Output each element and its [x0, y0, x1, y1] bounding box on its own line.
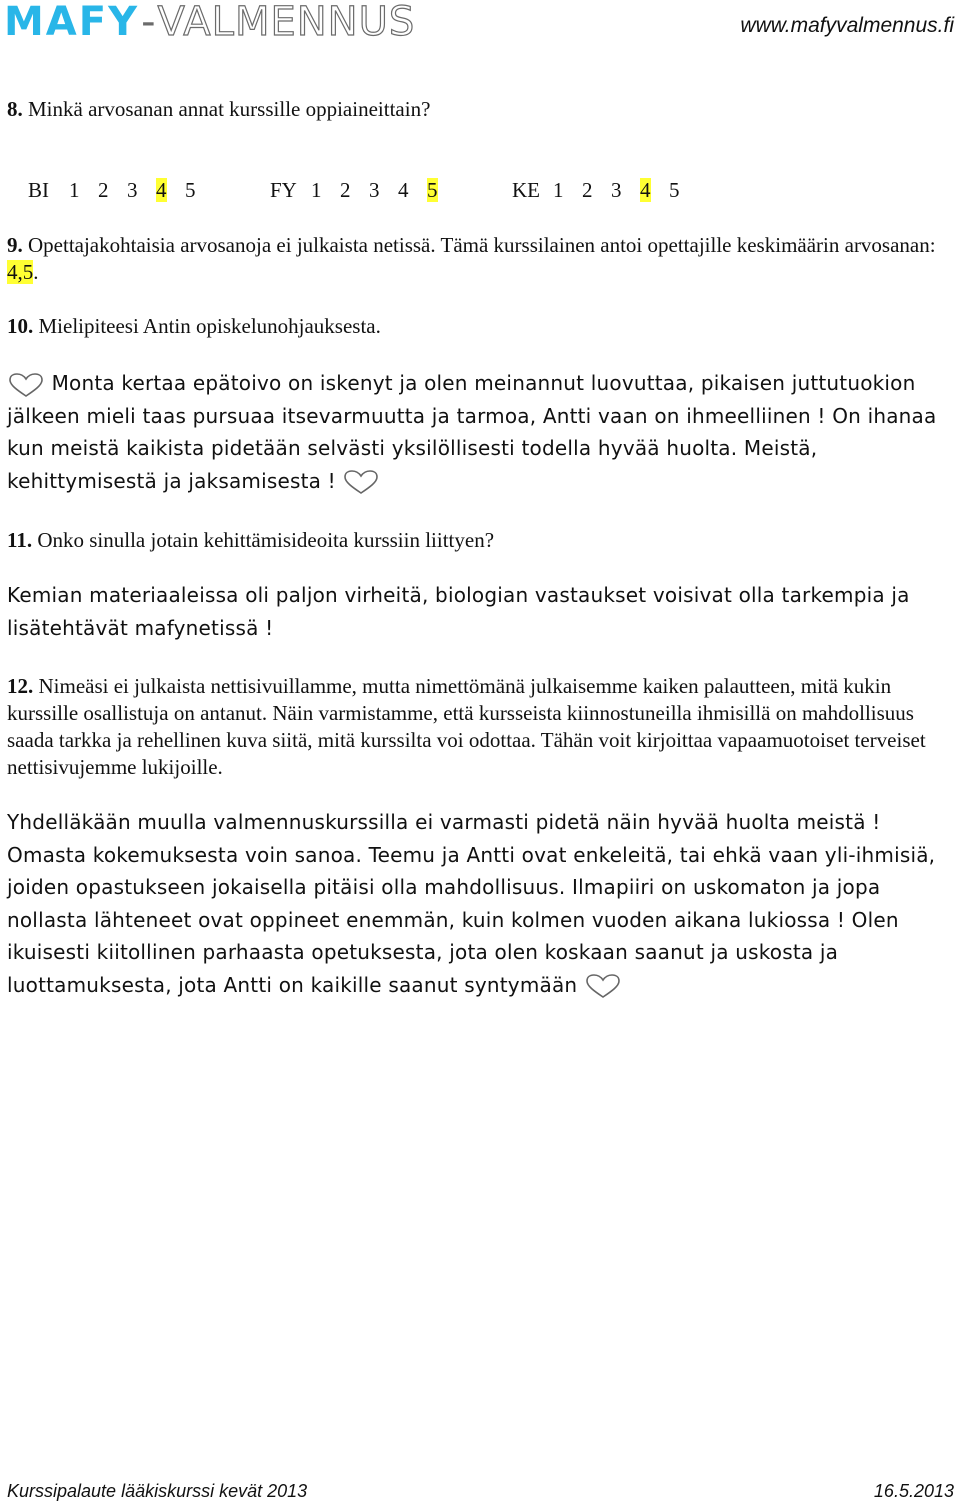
subject-ke-label: KE [512, 178, 540, 202]
question-12-text: Nimeäsi ei julkaista nettisivuillamme, mutta nimettömänä julkaisemme kaiken palautteen, mitä kukin kurssille osallistuja on antanut. Näin varmistamme, että kursseista kiinnostuneilla ihmisillä on mahdollisuus saada tarkka ja rehellinen kuva siitä, mitä kurssilta voi odottaa. Tähän voit kirjoittaa vapaamuotoiset terveiset nettisivujemme lukijoille. [7, 674, 926, 779]
grade-option-selected [156, 177, 185, 204]
question-11-text: Onko sinulla jotain kehittämisideoita kurssiin liittyen? [32, 528, 495, 552]
question-10-number: 10. [7, 314, 34, 338]
footer-date: 16.5.2013 [873, 1481, 954, 1501]
subject-grades [7, 150, 698, 231]
answer-12 [7, 806, 955, 1001]
logo-dash: - [141, 0, 156, 45]
heart-icon [584, 973, 622, 999]
grade-option-selected [427, 177, 456, 204]
grade-option: 1 [311, 178, 322, 202]
question-8 [7, 96, 955, 123]
grade-option-selected [640, 177, 669, 204]
answer-12-text: Yhdelläkään muulla valmennuskurssilla ei varmasti pidetä näin hyvää huolta meistä ! Omasta kokemuksesta voin sanoa. Teemu ja Antti ovat enkeleitä, tai ehkä vaan yli-ihmisiä, joiden opastukseen jokaisella pitäisi olla mahdollisuus. Ilmapiiri on uskomaton ja jopa nollasta lähteneet ovat oppineet enemmän, kuin kolmen vuoden aikana lukiossa ! Olen ikuisesti kiitollinen parhaasta opetuksesta, jota olen koskaan saanut ja uskosta ja luottamuksesta, jota Antti on kaikille saanut syntymään [7, 810, 936, 997]
footer-course-title: Kurssipalaute lääkiskurssi kevät 2013 [7, 1481, 308, 1501]
grade-option: 3 [611, 178, 622, 202]
selected-grade-fy: 5 [427, 178, 438, 202]
question-11 [7, 527, 955, 554]
mafy-valmennus-logo [4, 0, 416, 45]
grade-option: 3 [127, 178, 138, 202]
teacher-average-value: 4,5 [7, 260, 34, 284]
answer-10 [7, 367, 955, 497]
grade-option: 3 [369, 178, 380, 202]
question-10 [7, 313, 955, 340]
grade-option: 1 [69, 178, 80, 202]
question-12-number: 12. [7, 674, 34, 698]
heart-icon [342, 469, 380, 495]
heart-icon [7, 372, 45, 398]
logo-mafy-text: MAFY [4, 0, 140, 45]
grade-option: 2 [582, 178, 593, 202]
subject-bi-label: BI [28, 178, 49, 202]
answer-11: Kemian materiaaleissa oli paljon virheitä, biologian vastaukset voisivat olla tarkempia ja lisätehtävät mafynetissä ! [7, 583, 910, 640]
grade-option: 5 [185, 178, 196, 202]
answer-10-part-1: Monta kertaa epätoivo on iskenyt ja olen meinannut luovuttaa, pikaisen juttutuokion jälkeen mieli taas pursuaa itsevarmuutta ja tarmoa, Antti vaan on ihmeelliinen ! [7, 371, 916, 428]
logo-valmennus-text: VALMENNUS [157, 0, 416, 45]
question-9-text: Opettajakohtaisia arvosanoja ei julkaista netissä. Tämä kurssilainen antoi opettajille keskimäärin arvosanan: [22, 233, 936, 257]
question-12 [7, 673, 955, 781]
subject-fy-label: FY [270, 178, 297, 202]
question-8-text: Minkä arvosanan annat kurssille oppiaineittain? [22, 97, 431, 121]
question-9-number: 9. [7, 233, 23, 257]
site-url: www.mafyvalmennus.fi [740, 14, 954, 37]
grade-option: 2 [98, 178, 109, 202]
answer-10-part-2: On ihanaa kun meistä kaikista pidetään selvästi yksilöllisesti todella hyvää huolta. Meistä, kehittymisestä ja jaksamisesta ! [7, 403, 937, 493]
selected-grade-bi: 4 [156, 178, 167, 202]
question-9: 9. Opettajakohtaisia arvosanoja ei julkaista netissä. Tämä kurssilainen antoi opettajille keskimäärin arvosanan: 4,5. [7, 233, 936, 284]
grade-option: 5 [669, 178, 680, 202]
question-8-number: 8. [7, 97, 23, 121]
selected-grade-ke: 4 [640, 178, 651, 202]
question-10-text: Mielipiteesi Antin opiskelunohjauksesta. [33, 314, 381, 338]
grade-option: 4 [398, 178, 409, 202]
grade-option: 2 [340, 178, 351, 202]
question-11-number: 11. [7, 528, 33, 552]
grade-option: 1 [553, 178, 564, 202]
